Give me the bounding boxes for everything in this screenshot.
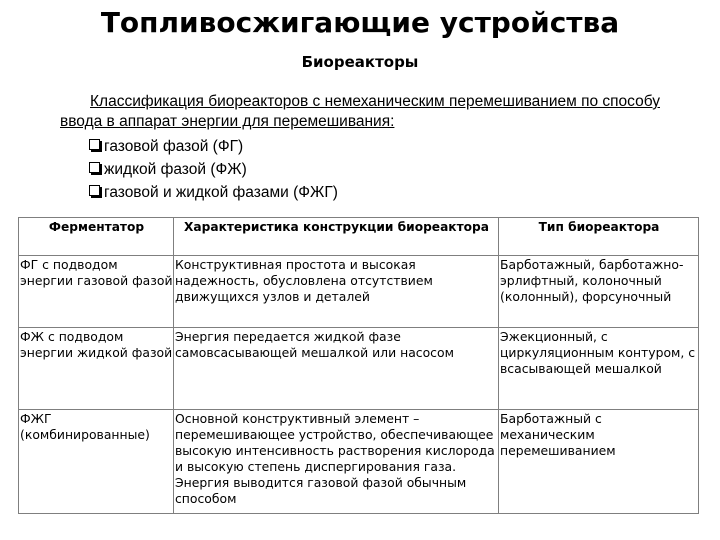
bullet-item bbox=[89, 135, 660, 158]
bullet-text: газовой и жидкой фазами (ФЖГ) bbox=[104, 184, 338, 201]
checkbox-bullet-icon bbox=[89, 139, 100, 150]
table-cell: Конструктивная простота и высокая надежность, обусловлена отсутствием движущихся узлов и деталей bbox=[174, 256, 499, 328]
table-header-row bbox=[19, 218, 699, 256]
table-cell: ФЖ с подводом энергии жидкой фазой bbox=[19, 328, 174, 410]
page-subtitle: Биореакторы bbox=[301, 53, 419, 71]
bullet-item bbox=[89, 158, 660, 181]
column-header-characteristic: Характеристика конструкции биореактора bbox=[174, 218, 499, 256]
table-row bbox=[19, 328, 699, 410]
column-header-fermenter: Ферментатор bbox=[19, 218, 174, 256]
bullet-list bbox=[60, 135, 660, 204]
bullet-text: жидкой фазой (ФЖ) bbox=[104, 161, 247, 178]
table-cell: ФЖГ (комбинированные) bbox=[19, 410, 174, 514]
bioreactor-table bbox=[18, 217, 699, 514]
table-cell: Барботажный с механическим перемешиванием bbox=[499, 410, 699, 514]
intro-section bbox=[60, 92, 660, 204]
bullet-item bbox=[89, 181, 660, 204]
table-cell: ФГ с подводом энергии газовой фазой bbox=[19, 256, 174, 328]
table-row bbox=[19, 256, 699, 328]
table-cell: Эжекционный, с циркуляционным контуром, с всасывающей мешалкой bbox=[499, 328, 699, 410]
checkbox-bullet-icon bbox=[89, 185, 100, 196]
table-row bbox=[19, 410, 699, 514]
page-title: Топливосжигающие устройства bbox=[100, 6, 620, 39]
table-cell: Энергия передается жидкой фазе самовсасывающей мешалкой или насосом bbox=[174, 328, 499, 410]
checkbox-bullet-icon bbox=[89, 162, 100, 173]
intro-paragraph: Классификация биореакторов с немеханическим перемешиванием по способу ввода в аппарат энергии для перемешивания: bbox=[60, 93, 660, 130]
column-header-type: Тип биореактора bbox=[499, 218, 699, 256]
bullet-text: газовой фазой (ФГ) bbox=[104, 138, 244, 155]
table-cell: Основной конструктивный элемент – перемешивающее устройство, обеспечивающее высокую интенсивность растворения кислорода и высокую степень диспергирования газа. Энергия выводится газовой фазой обычным способом bbox=[174, 410, 499, 514]
table-cell: Барботажный, барботажно-эрлифтный, колоночный (колонный), форсуночный bbox=[499, 256, 699, 328]
